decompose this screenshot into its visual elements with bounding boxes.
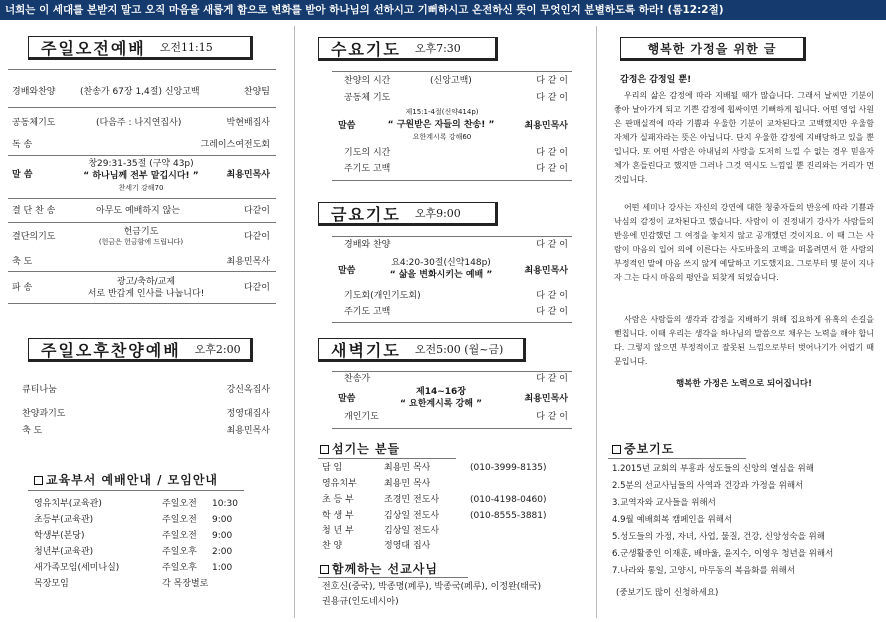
sunday-am-row-label: 공동체기도 (12, 118, 56, 128)
checkbox-icon (612, 445, 621, 454)
sunday-pm-header (28, 338, 253, 362)
sunday-pm-row-right: 정영대집사 (226, 409, 270, 419)
server-name: 김상일 전도사 (384, 511, 440, 521)
sunday-am-time: 오전11:15 (159, 41, 213, 54)
fri-row-label: 말씀 (338, 266, 356, 276)
education-title: 교육부서 예배안내 / 모임안내 (46, 473, 219, 487)
prayer-rule (608, 458, 746, 459)
fri-row-right: 최용민목사 (524, 266, 568, 276)
edu-time: 9:00 (212, 515, 233, 525)
sunday-am-row-mid: (찬송가 67장 1,4절) 신앙고백 (80, 87, 200, 97)
missionaries-title-wrap (320, 560, 438, 577)
edu-name: 새가족모임(세미나실) (34, 563, 120, 573)
sunday-am-row-label: 독 송 (12, 140, 33, 150)
wed-row-right: 다 같 이 (536, 148, 568, 158)
wed-row-right: 다 같 이 (536, 93, 568, 103)
sunday-pm-time: 오후2:00 (194, 343, 241, 356)
prayer-note: (중보기도 많이 신청하세요) (616, 588, 719, 598)
sunday-am-row-right: 최용민목사 (226, 170, 270, 180)
server-role: 담 임 (322, 463, 343, 473)
sunday-am-row-label: 축 도 (12, 257, 33, 267)
edu-name: 목장모임 (34, 579, 69, 589)
sunday-am-row-mid: 창29:31-35절 (구약 43p) (88, 159, 194, 169)
edu-name: 초등부(교육관) (34, 515, 94, 525)
sermon-series: 찬세기 강해70 (118, 184, 164, 192)
family-header (620, 37, 806, 61)
row-rule (8, 222, 276, 223)
edu-time: 1:00 (212, 563, 233, 573)
education-title-wrap (34, 471, 218, 488)
wednesday-title: 수요기도 (331, 39, 401, 59)
wed-row-label: 말씀 (338, 121, 356, 131)
dawn-bottom-rule (332, 428, 572, 429)
sunday-am-row-right: 박현배집사 (226, 118, 270, 128)
sunday-am-header (28, 36, 253, 60)
edu-day: 각 목장별로 (162, 579, 209, 589)
wed-sermon-title: “ 구원받은 자들의 찬송! ” (387, 120, 495, 130)
sermon-title: “ 하나님께 전부 맡깁시다! ” (83, 171, 199, 181)
family-paragraph: 사람은 사람들의 생각과 감정을 지배하기 위해 집요하게 유혹의 손길을 뻗칩니다. 이때 우리는 생각을 하나님의 말씀으로 채우는 노력을 해야 합니다. 그렇지 않으면 부정적이고 잘못된 느낌으로부터 벗어나기가 어렵기 때문입니다. (614, 315, 874, 366)
sunday-am-row-label: 결단의기도 (12, 232, 56, 242)
server-name: 최용민 목사 (384, 479, 431, 489)
fri-row-right: 다 같 이 (536, 240, 568, 250)
wed-row-mid: (신앙고백) (430, 76, 472, 86)
prayer-item: 7.나라와 통일, 고양시, 마두동의 복음화를 위해서 (612, 566, 796, 576)
dawn-title: 새벽기도 (331, 340, 401, 360)
friday-top-rule (332, 236, 572, 237)
fri-row-mid: 요4:20-30절(신약148p) (391, 258, 491, 268)
checkbox-icon (320, 445, 329, 454)
wed-row-label: 주기도 고백 (344, 164, 391, 174)
wed-row-right: 다 같 이 (536, 164, 568, 174)
sunday-am-row-right: 그레이스여전도회 (200, 140, 270, 150)
sunday-pm-row-label: 축 도 (22, 426, 43, 436)
scripture-banner: 너희는 이 세대를 본받지 말고 오직 마음을 새롭게 함으로 변화를 받아 하나님의 선하시고 기뻐하시고 온전하신 뜻이 무엇인지 분별하도록 하라! (롬12:2절) (0, 0, 886, 20)
dawn-time: 오전5:00 (월~금) (414, 343, 504, 356)
server-role: 청 년 부 (322, 526, 354, 536)
wednesday-top-rule (332, 71, 572, 72)
fri-sermon-title: “ 삶을 변화시키는 예배 ” (389, 270, 493, 280)
wed-row-label: 찬양의 시간 (344, 76, 391, 86)
family-closing: 행복한 가정은 노력으로 되어집니다! (676, 379, 812, 389)
friday-header (318, 202, 498, 226)
missionaries-line: 권용규(인도네시아) (322, 597, 399, 607)
server-role: 학 생 부 (322, 511, 354, 521)
sunday-am-row-mid: 광고/축하/교제 (116, 277, 176, 287)
edu-time: 9:00 (212, 531, 233, 541)
edu-day: 주일오후 (162, 563, 197, 573)
sunday-pm-row-right: 강신옥집사 (226, 385, 270, 395)
missionaries-line: 전호신(중국), 박종명(페루), 박종국(페루), 이정완(태국) (322, 582, 542, 592)
prayer-title-wrap (612, 440, 674, 457)
fri-row-right: 다 같 이 (536, 291, 568, 301)
sunday-pm-row-label: 찬양과기도 (22, 409, 66, 419)
prayer-item: 4.9월 예배회복 캠페인을 위해서 (612, 515, 733, 525)
sunday-am-row-right: 최용민목사 (226, 257, 270, 267)
sunday-am-bottom-rule (8, 303, 276, 304)
server-phone: (010-8555-3881) (470, 511, 547, 521)
dawn-sermon-title: “ 요한계시록 강해 ” (399, 399, 483, 409)
server-role: 영유치부 (322, 479, 357, 489)
wed-row-right: 최용민목사 (524, 121, 568, 131)
checkbox-icon (320, 565, 329, 574)
sunday-am-row-note: (헌금은 헌금함에 드립니다) (98, 238, 184, 246)
servers-rule (318, 458, 456, 459)
wed-sermon-series: 요한계시록 강해60 (412, 133, 472, 141)
edu-day: 주일오전 (162, 499, 197, 509)
sunday-am-row-note: 서로 반갑게 인사를 나눕니다! (87, 289, 205, 299)
edu-name: 영유치부(교육관) (34, 499, 102, 509)
column-divider-2 (596, 26, 597, 618)
servers-title-wrap (320, 440, 400, 457)
server-name: 조경민 전도사 (384, 495, 440, 505)
family-paragraph: 어떤 세미나 강사는 자신의 강연에 대한 청중자들의 반응에 따라 기쁨과 낙심의 감정이 교차된다고 했습니다. 사람이 이 진정내기 강사가 사람들의 반응에 민감했던 그 여정을 놓치지 않고 공개했던 것이지요. 이 때 그는 사람이 마음의 입어 의에 이른다는 사도바울의 고백을 떠올려면서 한 사람의 부정적인 말에 마음 쓰지 않게 예달하고 기도했지요. 그로부터 몇 분이 지나자 그는 다시 마음의 평안을 되찾게 되었습니다. (614, 203, 874, 282)
servers-title: 섬기는 분들 (332, 442, 401, 456)
missionaries-title: 함께하는 선교사님 (332, 562, 438, 576)
family-paragraph: 우리의 삶은 감정에 따라 지배될 때가 많습니다. 그래서 날씨만 기분이 좋아 날아가게 되고 기쁜 감정에 휩싸이면 기뻐하게 됩니다. 어떤 영업 사원은 판매실적에 따라 기쁨과 우울한 기분이 교차된다고 고백했지만 우울함 자체가 실패자라는 뜻은 아닙니다. 단지 우울한 감정에 지배당하고 있을 뿐입니다. 또 어떤 사람은 아내님의 사랑을 도저히 느낄 수 없는 경우 믿음자체가 흔들린다고 했지만 그러나 그것 역시도 느낌일 뿐 진리와는 거리가 먼 것입니다. (614, 91, 874, 184)
sunday-am-row-right: 다같이 (243, 283, 270, 293)
row-rule (8, 271, 276, 272)
dawn-row-right: 다 같 이 (536, 412, 568, 422)
dawn-row-right: 최용민목사 (524, 394, 568, 404)
fri-row-label: 경배와 찬양 (344, 240, 391, 250)
edu-name: 학생부(본당) (34, 531, 85, 541)
prayer-item: 5.성도들의 가정, 자녀, 사업, 물질, 건강, 신앙성숙을 위해 (612, 532, 825, 542)
wednesday-header (318, 37, 498, 61)
sunday-am-row-label: 경배와찬양 (12, 87, 56, 97)
prayer-item: 2.5분의 선교사님들의 사역과 건강과 가정을 위해서 (612, 481, 804, 491)
row-rule (8, 198, 276, 199)
sunday-am-row-right: 찬양팀 (243, 87, 270, 97)
sunday-am-title: 주일오전예배 (41, 38, 146, 58)
friday-title: 금요기도 (331, 204, 401, 224)
edu-day: 주일오전 (162, 531, 197, 541)
dawn-row-right: 다 같 이 (536, 374, 568, 384)
sunday-am-row-label: 말 씀 (12, 170, 33, 180)
edu-day: 주일오후 (162, 547, 197, 557)
family-subtitle: 감정은 감정일 뿐! (620, 75, 692, 85)
wed-row-right: 다 같 이 (536, 76, 568, 86)
sunday-am-row-label: 결 단 찬 송 (12, 206, 56, 216)
dawn-row-label: 찬송가 (344, 374, 371, 384)
prayer-title: 중보기도 (624, 442, 675, 456)
server-name: 김상일 전도사 (384, 526, 440, 536)
server-name: 최용민 목사 (384, 463, 431, 473)
wed-row-label: 기도의 시간 (344, 148, 391, 158)
dawn-top-rule (332, 371, 572, 372)
fri-row-right: 다 같 이 (536, 307, 568, 317)
edu-time: 10:30 (212, 499, 238, 509)
wednesday-bottom-rule (332, 180, 572, 181)
checkbox-icon (34, 476, 43, 485)
server-phone: (010-3999-8135) (470, 463, 547, 473)
server-name: 정영대 집사 (384, 541, 431, 551)
sunday-am-row-right: 다같이 (243, 232, 270, 242)
edu-name: 청년부(교육관) (34, 547, 94, 557)
edu-time: 2:00 (212, 547, 233, 557)
sunday-am-row-mid: 아무도 예배하지 않는 (96, 206, 180, 216)
prayer-item: 1.2015년 교회의 부흥과 성도들의 신앙의 열심을 위해 (612, 464, 814, 474)
sunday-pm-row-right: 최용민목사 (226, 426, 270, 436)
column-divider-1 (294, 26, 295, 618)
sunday-am-row-label: 파 송 (12, 283, 33, 293)
dawn-row-label: 개인기도 (344, 412, 379, 422)
sunday-am-row-mid: 헌금기도 (123, 227, 159, 237)
server-phone: (010-4198-0460) (470, 495, 547, 505)
sunday-pm-title: 주일오후찬양예배 (41, 340, 181, 360)
row-rule (8, 155, 276, 156)
sunday-pm-row-label: 큐티나눔 (22, 385, 57, 395)
sunday-am-row-right: 다같이 (243, 206, 270, 216)
edu-day: 주일오전 (162, 515, 197, 525)
wed-row-label: 공동체 기도 (344, 93, 391, 103)
friday-time: 오후9:00 (414, 207, 461, 220)
dawn-row-mid: 제14~16장 (416, 387, 466, 397)
education-rule (28, 490, 244, 491)
row-rule (8, 107, 276, 108)
fri-row-label: 기도회(개인기도회) (344, 291, 421, 301)
dawn-row-label: 말씀 (338, 394, 356, 404)
dawn-header (318, 338, 526, 362)
server-role: 초 등 부 (322, 495, 354, 505)
prayer-item: 3.교역자와 교사들을 위해서 (612, 498, 716, 508)
friday-bottom-rule (332, 322, 572, 323)
wed-row-mid: 제15:1-4절(신약414p) (405, 108, 479, 116)
missionaries-rule (318, 577, 468, 578)
sunday-am-top-rule (8, 69, 276, 70)
wednesday-time: 오후7:30 (414, 42, 461, 55)
prayer-item: 6.군생활중인 이재훈, 배바울, 윤지수, 이영우 청년을 위해서 (612, 549, 834, 559)
sunday-am-row-mid: (다음주 : 나지연집사) (96, 118, 182, 128)
fri-row-label: 주기도 고백 (344, 307, 391, 317)
server-role: 찬 양 (322, 541, 343, 551)
family-title: 행복한 가정을 위한 글 (647, 41, 777, 56)
